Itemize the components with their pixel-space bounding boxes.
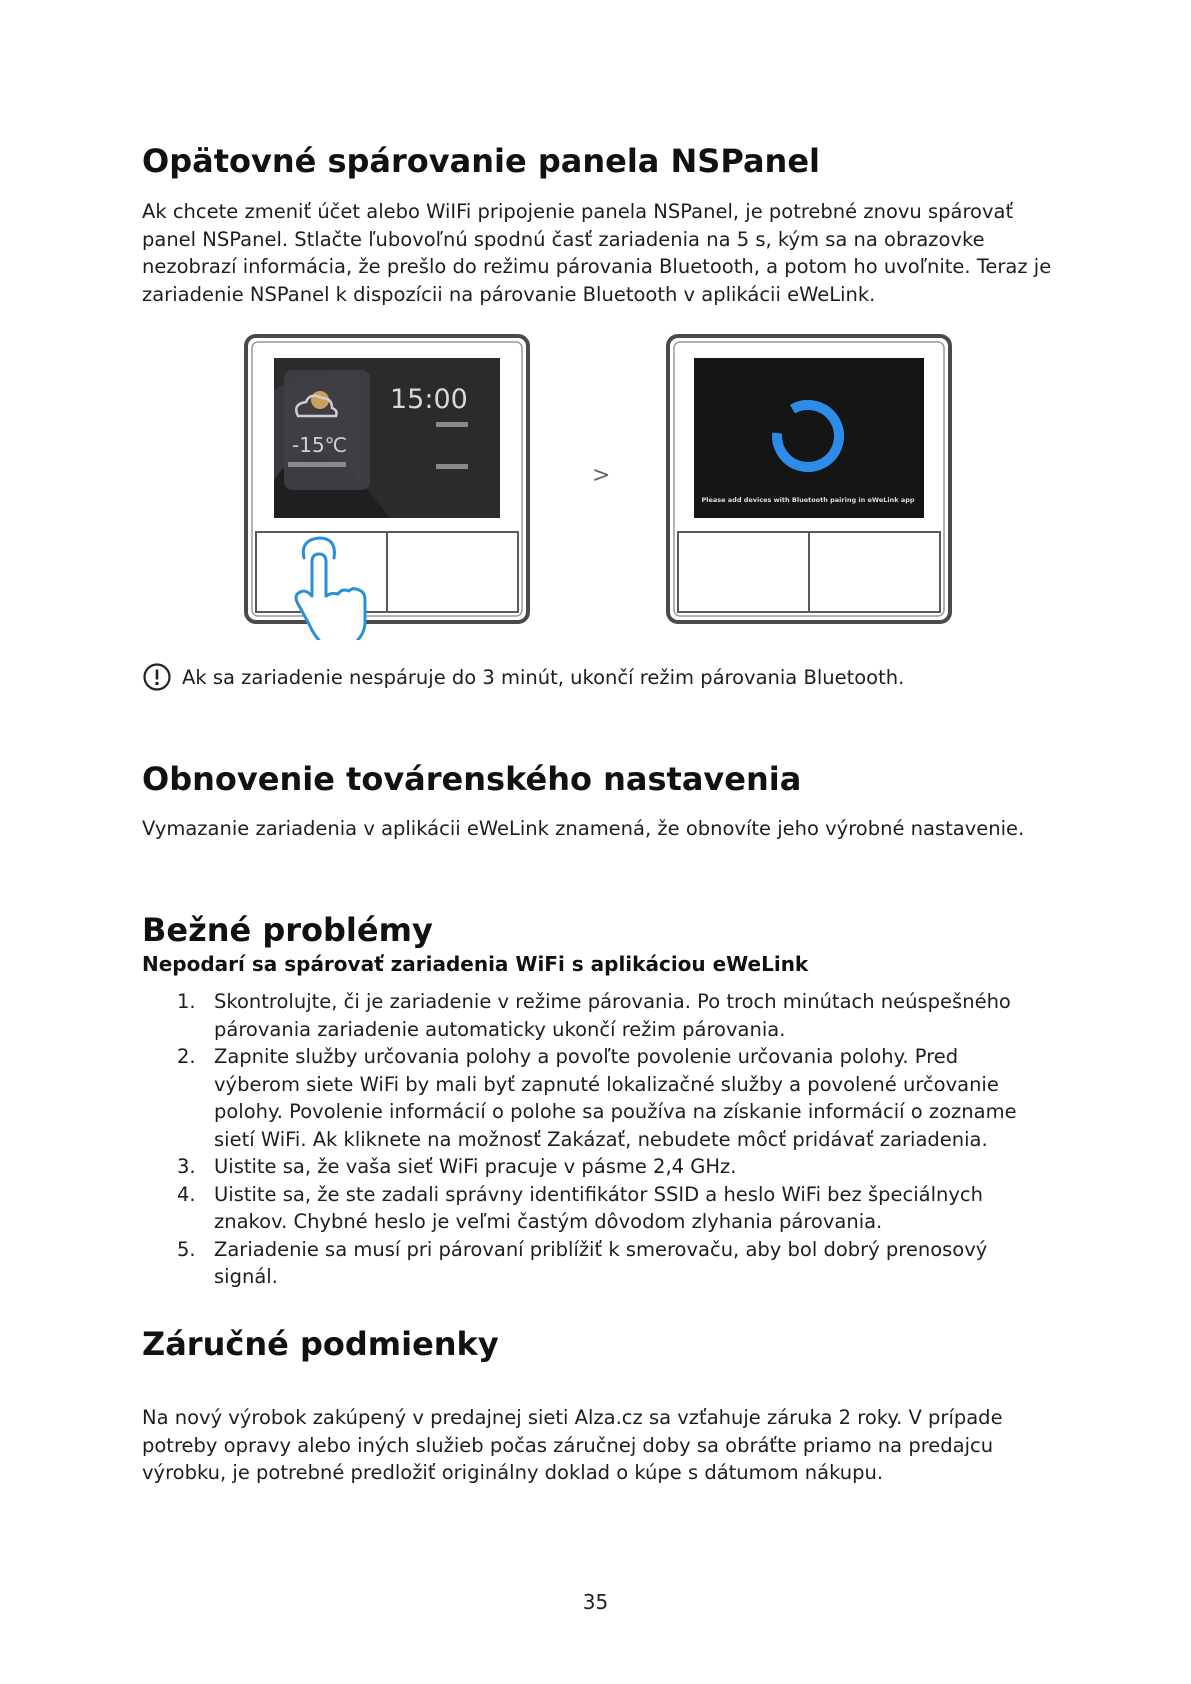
- clock-readout: 15:00: [390, 384, 468, 415]
- page-number: 35: [582, 1590, 609, 1614]
- list-item: 5. Zariadenie sa musí pri párovaní priblížiť k smerovaču, aby bol dobrý prenosový signál.: [177, 1237, 988, 1288]
- heading-warranty: Záručné podmienky: [142, 1325, 499, 1363]
- paragraph-factory-reset: Vymazanie zariadenia v aplikácii eWeLink znamená, že obnovíte jeho výrobné nastavenie.: [142, 817, 1025, 840]
- heading-common-problems: Bežné problémy: [142, 911, 433, 949]
- pairing-timeout-note: [142, 662, 904, 692]
- nspanel-device-pairing-screen: [668, 336, 950, 622]
- pairing-screen-message: Please add devices with Bluetooth pairing in eWeLink app: [701, 496, 915, 504]
- arrow-icon: >: [592, 463, 611, 488]
- list-item: 4. Uistite sa, že ste zadali správny identifikátor SSID a heslo WiFi bez špeciálnych znakov. Chybné heslo je veľmi častým dôvodom zlyhania párovania.: [177, 1182, 984, 1233]
- list-item: 3. Uistite sa, že vaša sieť WiFi pracuje v pásme 2,4 GHz.: [177, 1155, 737, 1178]
- list-item: 1. Skontrolujte, či je zariadenie v režime párovania. Po troch minútach neúspešného párovania zariadenie automaticky ukončí režim párovania.: [177, 990, 1011, 1041]
- subheading-wifi-pairing: Nepodarí sa spárovať zariadenia WiFi s aplikáciou eWeLink: [142, 952, 809, 976]
- heading-repairing: Opätovné spárovanie panela NSPanel: [142, 142, 820, 180]
- nspanel-device-home-screen: [246, 336, 528, 640]
- warning-icon: [142, 662, 172, 692]
- temperature-readout: -15℃: [292, 433, 348, 457]
- sun-icon: [311, 391, 329, 409]
- troubleshooting-list: [142, 988, 1042, 1291]
- note-text: Ak sa zariadenie nespáruje do 3 minút, ukončí režim párovania Bluetooth.: [182, 665, 905, 689]
- paragraph-repairing: Ak chcete zmeniť účet alebo WiIFi pripojenie panela NSPanel, je potrebné znovu spárovať panel NSPanel. Stlačte ľubovoľnú spodnú časť zariadenia na 5 s, kým sa na obrazovke nezobrazí informácia, že prešlo do režimu párovania Bluetooth, a potom ho uvoľnite. Teraz je zariadenie NSPanel k dispozícii na párovanie Bluetooth v aplikácii eWeLink.: [142, 200, 1052, 306]
- list-item: 2. Zapnite služby určovania polohy a povoľte povolenie určovania polohy. Pred výberom siete WiFi by mali byť zapnuté lokalizačné služby a povolené určovanie polohy. Povolenie informácií o polohe sa používa na získanie informácií o zozname sietí WiFi. Ak kliknete na možnosť Zakázať, nebudete môcť pridávať zariadenia.: [177, 1045, 1017, 1151]
- paragraph-warranty: Na nový výrobok zakúpený v predajnej sieti Alza.cz sa vzťahuje záruka 2 roky. V prípade potreby opravy alebo iných služieb počas záručnej doby sa obráťte priamo na predajcu výrobku, je potrebné predložiť originálny doklad o kúpe s dátumom nákupu.: [142, 1406, 1003, 1484]
- heading-factory-reset: Obnovenie továrenského nastavenia: [142, 760, 802, 798]
- nspanel-pairing-figure: [240, 330, 960, 640]
